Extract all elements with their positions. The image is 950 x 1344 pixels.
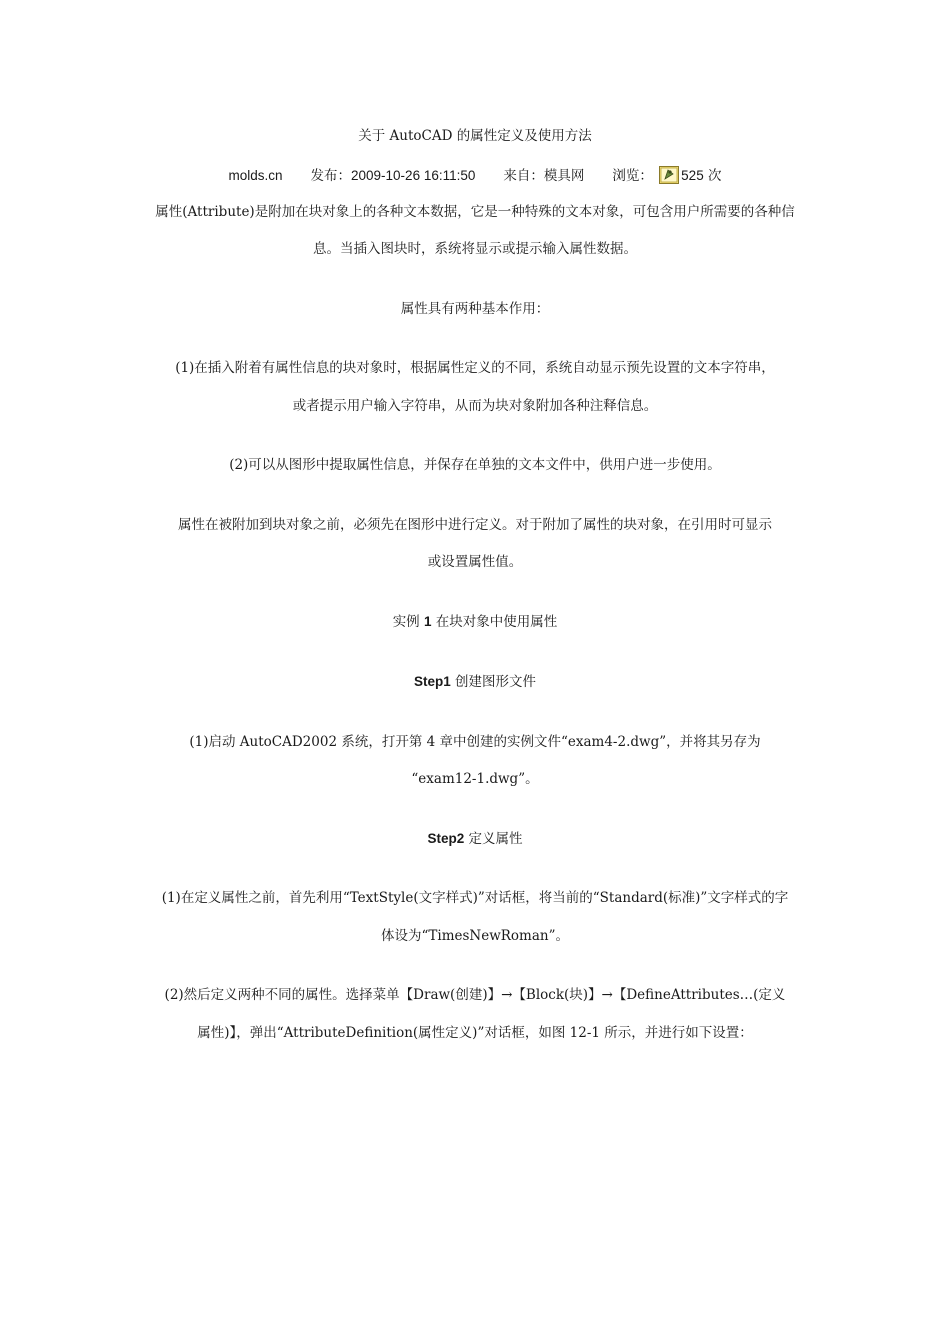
step1-item-line-1: (1)启动 AutoCAD2002 系统，打开第 4 章中创建的实例文件“exam4-2.dwg”，并将其另存为 — [189, 734, 761, 750]
step1-text: 创建图形文件 — [450, 674, 537, 690]
role-1-line-1: (1)在插入附着有属性信息的块对象时，根据属性定义的不同，系统自动显示预先设置的文本字符串， — [175, 360, 775, 376]
published-value: 2009-10-26 16:11:50 — [351, 168, 476, 183]
views-count: 525 — [681, 168, 704, 183]
example-prefix: 实例 — [392, 614, 424, 630]
intro-line-2: 息。当插入图块时，系统将显示或提示输入属性数据。 — [313, 241, 637, 257]
role-2-line: (2)可以从图形中提取属性信息，并保存在单独的文本文件中，供用户进一步使用。 — [229, 457, 721, 473]
step2-heading — [0, 829, 950, 849]
document-title: 关于 AutoCAD 的属性定义及使用方法 — [358, 128, 592, 144]
intro-line-1: 属性(Attribute)是附加在块对象上的各种文本数据，它是一种特殊的文本对象，可包含用户所需要的各种信 — [155, 204, 795, 220]
roles-heading: 属性具有两种基本作用： — [400, 301, 550, 317]
view-count-icon — [659, 166, 679, 184]
step1-label: Step1 — [413, 674, 451, 689]
example-number: 1 — [423, 614, 432, 629]
from-label: 来自： — [503, 168, 544, 184]
role-1-line-2: 或者提示用户输入字符串，从而为块对象附加各种注释信息。 — [292, 398, 658, 414]
define-line-2: 或设置属性值。 — [427, 554, 523, 570]
define-line-1: 属性在被附加到块对象之前，必须先在图形中进行定义。对于附加了属性的块对象，在引用时可显示 — [178, 517, 772, 533]
step1-heading — [0, 672, 950, 692]
step2-text: 定义属性 — [464, 831, 523, 847]
views-label: 浏览： — [612, 168, 653, 184]
step2-item2-line-2: 属性)】，弹出“AttributeDefinition(属性定义)”对话框，如图 12-1 所示，并进行如下设置： — [197, 1025, 753, 1041]
published-label: 发布： — [310, 168, 352, 184]
example-heading — [0, 612, 950, 632]
step2-item1-line-1: (1)在定义属性之前，首先利用“TextStyle(文字样式)”对话框，将当前的“Standard(标准)”文字样式的字 — [161, 890, 789, 906]
example-text: 在块对象中使用属性 — [431, 614, 558, 630]
step1-item-line-2: “exam12-1.dwg”。 — [411, 771, 539, 787]
article-meta — [0, 166, 950, 186]
step2-label: Step2 — [427, 831, 465, 846]
source-site: molds.cn — [228, 168, 283, 183]
from-value: 模具网 — [543, 168, 585, 184]
step2-item2-line-1: (2)然后定义两种不同的属性。选择菜单【Draw(创建)】→【Block(块)】→【DefineAttributes…(定义 — [164, 987, 786, 1003]
step2-item1-line-2: 体设为“TimesNewRoman”。 — [380, 928, 570, 944]
views-unit: 次 — [708, 168, 722, 184]
